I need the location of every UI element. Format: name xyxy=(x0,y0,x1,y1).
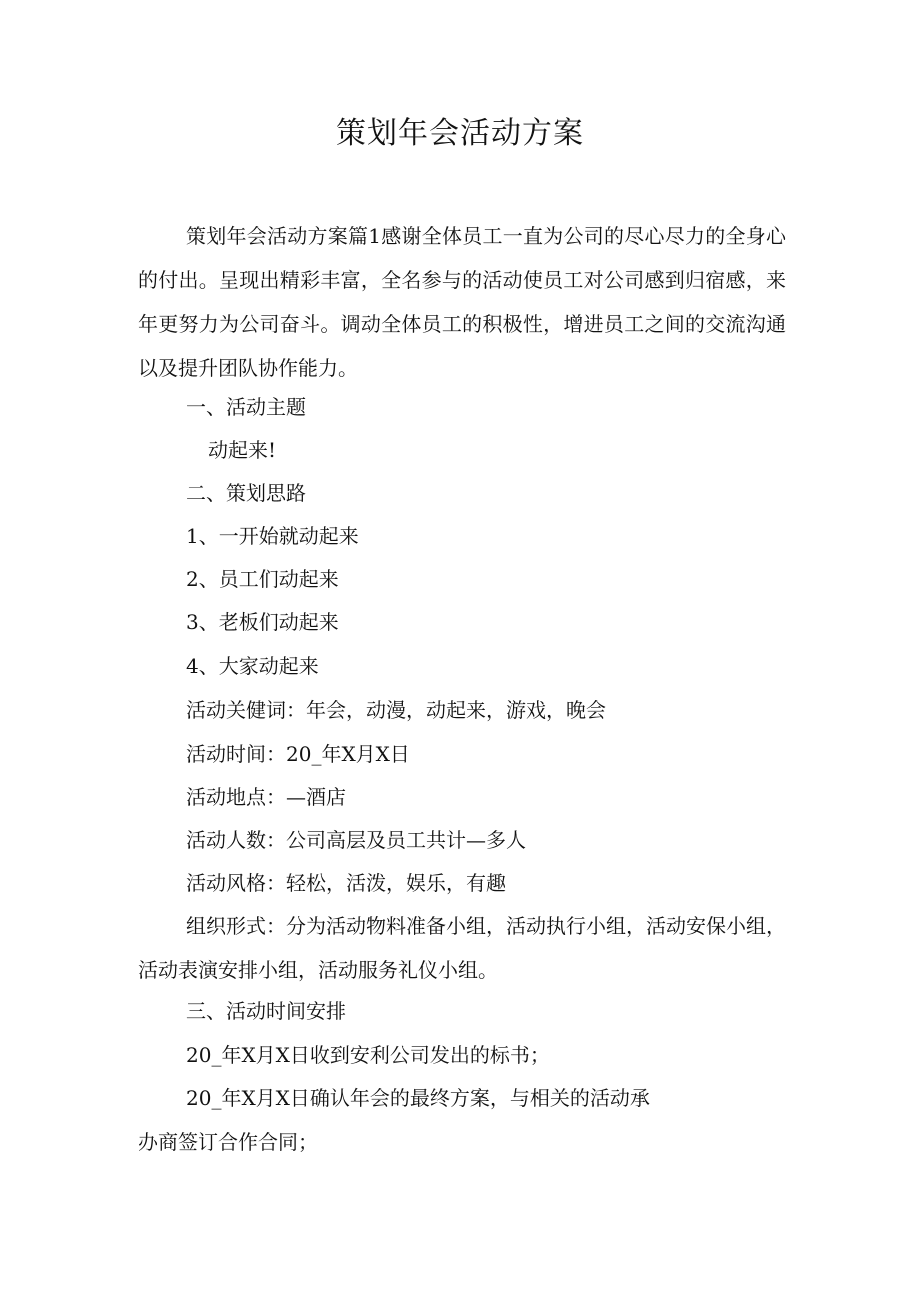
schedule-item: 20_年X月X日确认年会的最终方案，与相关的活动承 xyxy=(186,1086,650,1110)
idea-item: 2、员工们动起来 xyxy=(186,567,339,591)
people-line: 活动人数：公司高层及员工共计—多人 xyxy=(186,828,526,852)
section-heading-schedule: 三、活动时间安排 xyxy=(186,999,346,1023)
style-line: 活动风格：轻松，活泼，娱乐，有趣 xyxy=(186,871,506,895)
idea-item: 1、一开始就动起来 xyxy=(186,524,359,548)
place-line: 活动地点：—酒店 xyxy=(186,785,346,809)
schedule-item-continued: 办商签订合作合同； xyxy=(138,1130,318,1154)
section-heading-theme: 一、活动主题 xyxy=(186,395,306,419)
idea-item: 4、大家动起来 xyxy=(186,654,319,678)
idea-item: 3、老板们动起来 xyxy=(186,610,339,634)
section-heading-ideas: 二、策划思路 xyxy=(186,481,306,505)
time-line: 活动时间：20_年X月X日 xyxy=(186,742,410,766)
organization-paragraph: 组织形式：分为活动物料准备小组，活动执行小组，活动安保小组，活动表演安排小组，活动服务礼仪小组。 xyxy=(138,914,786,982)
page-title: 策划年会活动方案 xyxy=(336,116,584,151)
keywords-line: 活动关健词：年会，动漫，动起来，游戏，晚会 xyxy=(186,698,606,722)
schedule-item: 20_年X月X日收到安利公司发出的标书； xyxy=(186,1043,550,1067)
theme-text: 动起来! xyxy=(208,438,277,462)
intro-paragraph: 策划年会活动方案篇1感谢全体员工一直为公司的尽心尽力的全身心的付出。呈现出精彩丰富，全名参与的活动使员工对公司感到归宿感，来年更努力为公司奋斗。调动全体员工的积极性，增进员工之间的交流沟通以及提升团队协作能力。 xyxy=(138,224,786,380)
